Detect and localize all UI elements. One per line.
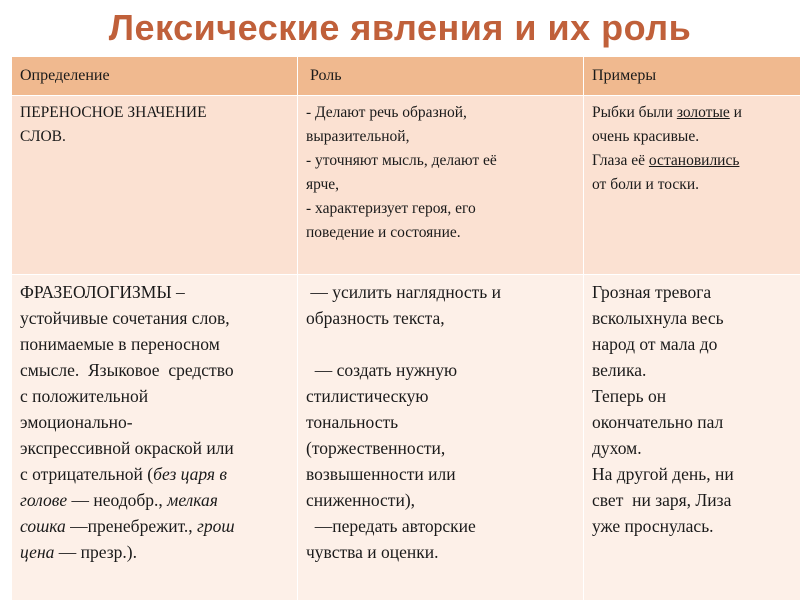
definition-line: ПЕРЕНОСНОЕ ЗНАЧЕНИЕ [20,104,207,121]
definition-line: понимаемые в переносном [20,334,220,354]
header-examples: Примеры [584,57,800,96]
example-line: Теперь он [592,386,667,406]
role-line: сниженности), [306,490,416,510]
definition-line: смысле. Языковое средство [20,360,234,380]
role-line: ярче, [306,176,340,193]
underlined-word: золотые [676,104,730,121]
cell-examples-figurative [584,96,800,275]
table-row-figurative-meaning [12,96,800,275]
example-line: от боли и тоски. [592,176,699,193]
role-line: - уточняют мысль, делают её [306,152,497,169]
cell-definition-figurative [12,96,298,275]
example-line: духом. [592,438,642,458]
header-definition: Определение [12,57,298,96]
definition-line: с положительной [20,386,149,406]
definition-line: эмоционально- [20,412,133,432]
definition-line: устойчивые сочетания слов, [20,308,230,328]
lexical-phenomena-table [11,56,800,600]
italic-example: цена [20,542,55,562]
example-line: Глаза её остановились [592,152,740,169]
cell-examples-phraseologisms [584,275,800,600]
definition-line: экспрессивной окраской или [20,438,234,458]
role-line: поведение и состояние. [306,224,461,241]
role-line: возвышенности или [306,464,456,484]
role-line: чувства и оценки. [306,542,439,562]
table-row-phraseologisms [12,275,800,600]
definition-line: голове — неодобр., мелкая [20,490,218,510]
role-line: - характеризует героя, его [306,200,476,217]
header-role: Роль [298,57,584,96]
italic-example: сошка [20,516,66,536]
definition-line: с отрицательной (без царя в [20,464,228,484]
example-line: Грозная тревога [592,282,712,302]
italic-example: без царя в [153,464,228,484]
definition-line: сошка —пренебрежит., грош [20,516,235,536]
italic-example: голове [20,490,68,510]
role-line: образность текста, [306,308,445,328]
cell-definition-phraseologisms [12,275,298,600]
definition-line: СЛОВ. [20,128,66,145]
role-line: - Делают речь образной, [306,104,467,121]
example-line: велика. [592,360,647,380]
role-line: —передать авторские [306,516,476,536]
role-line: выразительной, [306,128,410,145]
italic-example: грош [197,516,235,536]
cell-role-figurative [298,96,584,275]
example-line: свет ни заря, Лиза [592,490,732,510]
role-line: (торжественности, [306,438,446,458]
role-line: стилистическую [306,386,429,406]
role-line: — усилить наглядность и [306,282,502,302]
italic-example: мелкая [167,490,218,510]
example-line: очень красивые. [592,128,700,145]
role-line: — создать нужную [306,360,458,380]
header-row [12,57,800,96]
example-line: народ от мала до [592,334,718,354]
example-line: уже проснулась. [592,516,714,536]
cell-role-phraseologisms [298,275,584,600]
definition-line: ФРАЗЕОЛОГИЗМЫ – [20,282,185,302]
underlined-word: остановились [648,152,740,169]
example-line: всколыхнула весь [592,308,724,328]
example-line: На другой день, ни [592,464,734,484]
definition-line: цена — презр.). [20,542,137,562]
example-line: Рыбки были золотые и [592,104,742,121]
blank-line [306,331,577,357]
role-line: тональность [306,412,399,432]
slide-title: Лексические явления и их роль [108,7,692,48]
example-line: окончательно пал [592,412,724,432]
